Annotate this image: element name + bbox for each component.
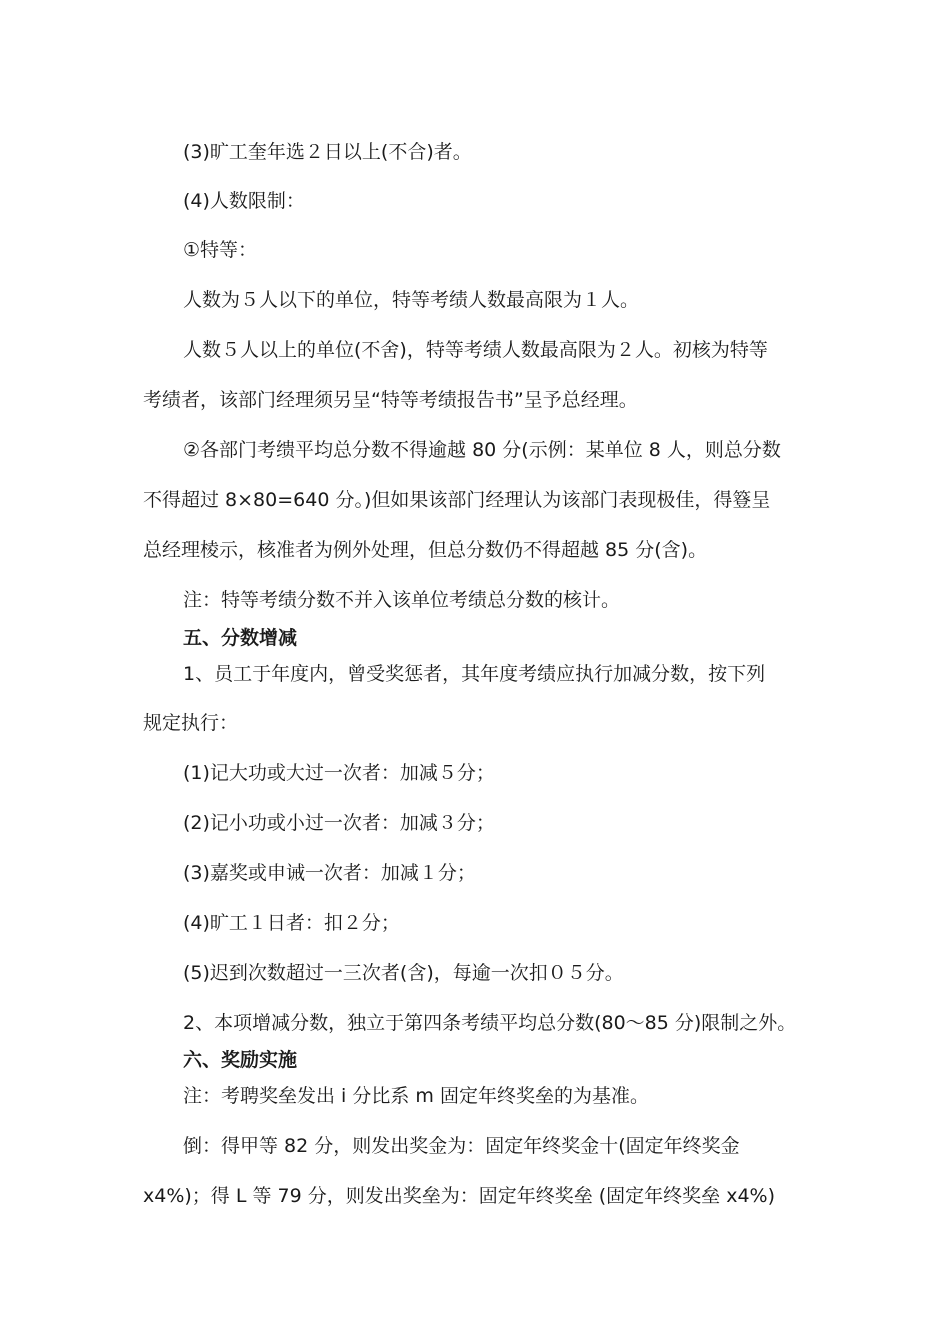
section-heading: 六、奖励实施 <box>183 1049 298 1071</box>
text-line: 倒：得甲等 82 分，则发出奖金为：固定年终奖金十(固定年终奖金 <box>183 1135 740 1157</box>
text-line: (4)人数限制： <box>183 190 305 212</box>
text-line: (4)旷工１日者：扣２分； <box>183 912 400 934</box>
text-line: (3)旷工奎年选２日以上(不合)者。 <box>183 141 472 163</box>
text-line: 人数为５人以下的单位，特等考绩人数最高限为１人。 <box>183 289 640 311</box>
text-line: ①特等： <box>183 239 258 261</box>
text-line: (2)记小功或小过一次者：加减３分； <box>183 812 495 834</box>
text-line: 考绩者，该部门经理须另呈“特等考绩报告书”呈予总经理。 <box>143 389 638 411</box>
text-line: (1)记大功或大过一次者：加减５分； <box>183 762 495 784</box>
text-line: 注：特等考绩分数不并入该单位考绩总分数的核计。 <box>183 589 621 611</box>
text-line: 2、本项增减分数，独立于第四条考绩平均总分数(80～85 分)限制之外。 <box>183 1012 797 1034</box>
text-line: 规定执行： <box>143 712 239 734</box>
text-line: 不得超过 8×80=640 分。)但如果该部门经理认为该部门表现极佳，得簦呈 <box>143 489 771 511</box>
text-line: (3)嘉奖或申诫一次者：加减１分； <box>183 862 476 884</box>
text-line: 人数５人以上的单位(不舍)，特等考绩人数最高限为２人。初核为特等 <box>183 339 768 361</box>
text-line: 总经理棱示，核准者为例外处理，但总分数仍不得超越 85 分(含)。 <box>143 539 708 561</box>
text-line: ②各部门考缋平均总分数不得逾越 80 分(示例：某单位 8 人，则总分数 <box>183 439 781 461</box>
text-line: (5)迟到次数超过一三次者(含)，每逾一次扣０５分。 <box>183 962 624 984</box>
section-heading: 五、分数增减 <box>183 627 298 649</box>
text-line: 注：考聘奖垒发出 i 分比系 m 固定年终奖垒的为基准。 <box>183 1085 649 1107</box>
text-line: 1、员工于年度内，曾受奖惩者，其年度考绩应执行加减分数，按下列 <box>183 663 766 685</box>
text-line: x4%)；得 L 等 79 分，则发出奖垒为：固定年终奖垒 (固定年终奖垒 x4%) <box>143 1185 776 1207</box>
